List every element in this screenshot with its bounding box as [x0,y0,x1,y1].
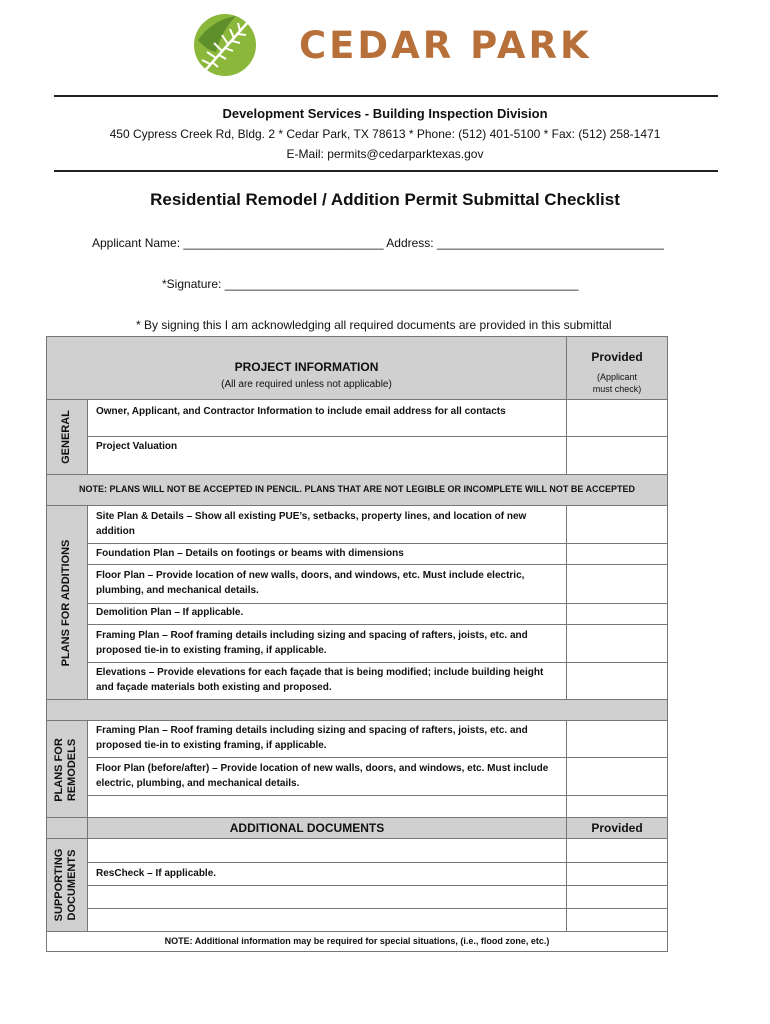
additions-item-text: Framing Plan – Roof framing details including sizing and spacing of rafters, joists, etc. and proposed tie-in to existing framing, if applicable. [96,630,528,656]
footer-note: NOTE: Additional information may be required for special situations, (i.e., flood zone, etc.) [164,936,550,946]
additions-item-checkbox[interactable] [566,543,668,565]
additions-item-checkbox[interactable] [566,624,668,663]
additions-item-text: Floor Plan – Provide location of new walls, doors, and windows, etc. Must include electric, plumbing, and mechanical details. [96,570,525,596]
additions-item-text: Demolition Plan – If applicable. [96,607,244,618]
signature-field[interactable]: *Signature: _____________________________________________________ [162,277,579,291]
provided-header-sub: (Applicant must check) [592,372,642,394]
remodels-item-text: Floor Plan (before/after) – Provide location of new walls, doors, and windows, etc. Must include electric, plumbing, and mechanical details. [96,763,549,789]
supporting-item-checkbox[interactable] [566,908,668,932]
supporting-label-line-2: DOCUMENTS [66,849,78,921]
additional-docs-title: ADDITIONAL DOCUMENTS [229,821,385,835]
additions-item-text: Foundation Plan – Details on footings or beams with dimensions [96,548,404,559]
supporting-item-row [87,838,567,863]
remodels-section-label [53,720,81,820]
remodels-item-row [87,795,567,818]
additions-item-checkbox[interactable] [566,505,668,544]
supporting-item-row [87,885,567,909]
general-item-text: Owner, Applicant, and Contractor Information to include email address for all contacts [96,406,506,417]
supporting-item-text: ResCheck – If applicable. [96,868,217,879]
project-info-title: PROJECT INFORMATION [234,360,379,374]
pencil-note: NOTE: PLANS WILL NOT BE ACCEPTED IN PENCIL. PLANS THAT ARE NOT LEGIBLE OR INCOMPLETE WILL NOT BE ACCEPTED [78,484,635,494]
additional-provided-label: Provided [591,821,643,835]
office-email: E-Mail: permits@cedarparktexas.gov [286,147,484,161]
supporting-item-checkbox[interactable] [566,885,668,909]
additions-section-label: PLANS FOR ADDITIONS [60,539,72,667]
general-item-checkbox[interactable] [566,399,668,437]
acknowledgement-note: * By signing this I am acknowledging all required documents are provided in this submittal [136,318,612,332]
applicant-address-field[interactable]: Applicant Name: ______________________________ Address: __________________________________ [92,236,664,250]
supporting-item-row [87,908,567,932]
project-info-subtitle: (All are required unless not applicable) [221,379,392,390]
supporting-item-checkbox[interactable] [566,838,668,863]
header-top-rule [54,95,718,97]
remodels-label-line-1: PLANS FOR [53,738,65,802]
general-item-checkbox[interactable] [566,436,668,475]
remodels-label-line-2: REMODELS [66,738,78,802]
additions-item-checkbox[interactable] [566,662,668,700]
supporting-item-checkbox[interactable] [566,862,668,886]
additions-item-checkbox[interactable] [566,564,668,604]
additions-item-text: Elevations – Provide elevations for each façade that is being modified; include building height and façade materials both existing and proposed. [96,667,544,693]
additions-item-checkbox[interactable] [566,603,668,625]
cedar-park-logo-icon [192,12,258,78]
remodels-item-checkbox[interactable] [566,720,668,758]
remodels-item-checkbox[interactable] [566,795,668,818]
form-title: Residential Remodel / Addition Permit Submittal Checklist [150,190,620,209]
general-item-text: Project Valuation [96,441,178,452]
brand-name: CEDAR PARK [299,24,592,67]
remodels-item-text: Framing Plan – Roof framing details including sizing and spacing of rafters, joists, etc. and proposed tie-in to existing framing, if applicable. [96,725,528,751]
supporting-label-line-1: SUPPORTING [53,848,65,922]
remodels-item-checkbox[interactable] [566,757,668,796]
section-separator-row [46,699,668,721]
supporting-section-label [53,835,81,935]
office-address: 450 Cypress Creek Rd, Bldg. 2 * Cedar Park, TX 78613 * Phone: (512) 401-5100 * Fax: (512) 258-1471 [109,127,661,141]
provided-header-label: Provided [591,350,643,364]
header-bottom-rule [54,170,718,172]
additions-item-text: Site Plan & Details – Show all existing PUE’s, setbacks, property lines, and location of new addition [96,511,527,537]
general-section-label: GENERAL [60,410,72,464]
division-name: Development Services - Building Inspection Division [222,106,548,121]
